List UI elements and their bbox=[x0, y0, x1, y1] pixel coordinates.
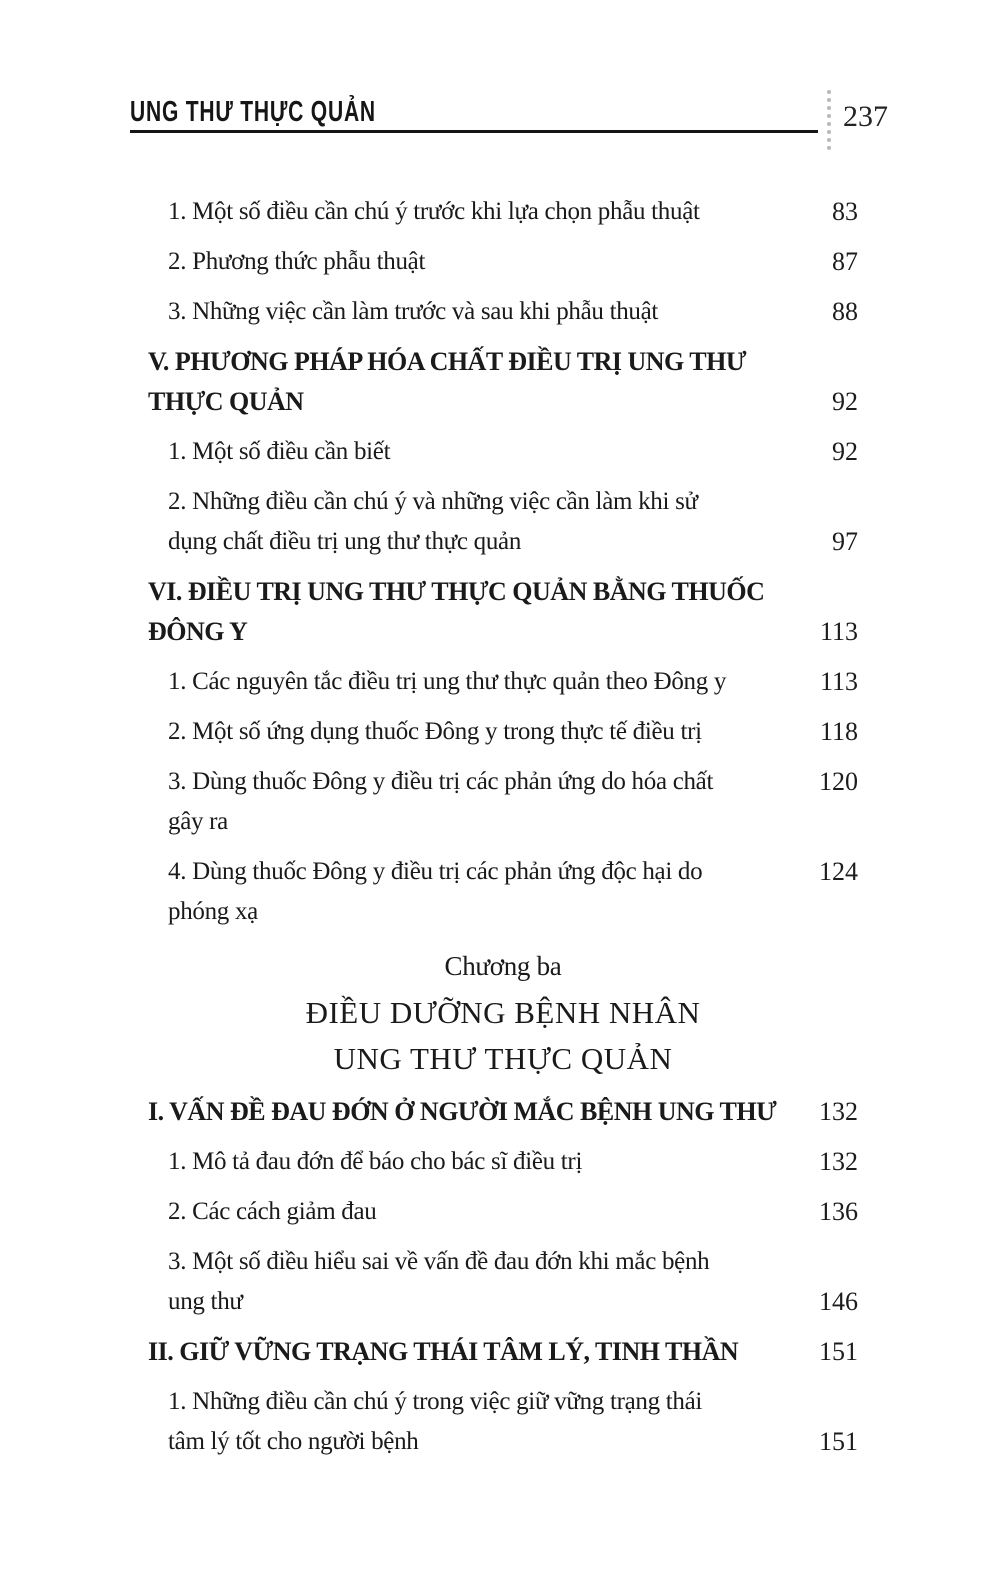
toc-line: I. VẤN ĐỀ ĐAU ĐỚN Ở NGƯỜI MẮC BỆNH UNG THƯ bbox=[148, 1097, 777, 1126]
toc-line: ĐÔNG Y bbox=[148, 617, 248, 646]
toc-line: 1. Một số điều cần chú ý trước khi lựa chọn phẫu thuật bbox=[168, 198, 700, 225]
toc-section-entry bbox=[148, 1332, 858, 1372]
toc-page-number: 113 bbox=[819, 617, 858, 646]
toc-line: 3. Những việc cần làm trước và sau khi phẫu thuật bbox=[168, 298, 659, 325]
running-header-title: UNG THƯ THỰC QUẢN bbox=[130, 96, 376, 128]
toc-line: 2. Phương thức phẫu thuật bbox=[168, 248, 426, 275]
toc-entry-text bbox=[168, 242, 813, 282]
toc-entry-text bbox=[168, 192, 813, 232]
toc-entry-text bbox=[168, 852, 813, 932]
toc-item-entry bbox=[148, 1192, 858, 1232]
toc-line: 1. Những điều cần chú ý trong việc giữ vững trạng thái bbox=[168, 1388, 703, 1415]
toc-item-entry bbox=[148, 242, 858, 282]
dotted-divider bbox=[827, 90, 831, 150]
toc-entry-text bbox=[168, 432, 813, 472]
toc-line: 2. Một số ứng dụng thuốc Đông y trong thực tế điều trị bbox=[168, 718, 702, 745]
toc-line: ung thư bbox=[168, 1288, 243, 1315]
toc-line: Chương ba bbox=[444, 951, 562, 981]
toc-page-number: 92 bbox=[832, 437, 858, 466]
toc-entry-text bbox=[168, 1382, 813, 1462]
toc-entry-text bbox=[148, 942, 858, 990]
toc-page-number: 83 bbox=[832, 197, 858, 226]
toc-page-number: 132 bbox=[819, 1097, 858, 1126]
toc-line: tâm lý tốt cho người bệnh bbox=[168, 1428, 419, 1455]
toc-line: 1. Mô tả đau đớn để báo cho bác sĩ điều trị bbox=[168, 1148, 583, 1175]
toc-entry-text bbox=[148, 572, 793, 652]
toc-line: 2. Những điều cần chú ý và những việc cần làm khi sử bbox=[168, 488, 698, 515]
toc-page-number: 151 bbox=[819, 1427, 858, 1456]
toc-item-entry bbox=[148, 762, 858, 842]
toc-page-number: 92 bbox=[832, 387, 858, 416]
toc-page-number: 88 bbox=[832, 297, 858, 326]
toc-page-number: 118 bbox=[819, 717, 858, 746]
toc-item-entry bbox=[148, 712, 858, 752]
toc-line: phóng xạ bbox=[168, 898, 258, 925]
toc-entry-text bbox=[168, 292, 813, 332]
toc-entry-text bbox=[168, 1242, 813, 1322]
toc-item-entry bbox=[148, 1242, 858, 1322]
toc-entry-text bbox=[168, 1192, 813, 1232]
toc-line: UNG THƯ THỰC QUẢN bbox=[333, 1041, 673, 1076]
toc-line: 4. Dùng thuốc Đông y điều trị các phản ứng độc hại do bbox=[168, 858, 703, 885]
toc-line: 1. Các nguyên tắc điều trị ung thư thực quản theo Đông y bbox=[168, 668, 727, 695]
toc-section-entry bbox=[148, 1092, 858, 1132]
toc-line: V. PHƯƠNG PHÁP HÓA CHẤT ĐIỀU TRỊ UNG THƯ bbox=[148, 347, 747, 376]
toc-item-entry bbox=[148, 292, 858, 332]
toc-line: 1. Một số điều cần biết bbox=[168, 438, 391, 465]
toc-line: dụng chất điều trị ung thư thực quản bbox=[168, 528, 522, 555]
toc-entry-text bbox=[168, 482, 813, 562]
toc-entry-text bbox=[148, 1332, 793, 1372]
toc-entry-text bbox=[148, 342, 793, 422]
toc-entry-text bbox=[148, 1092, 793, 1132]
toc bbox=[148, 192, 858, 1472]
toc-section-entry bbox=[148, 572, 858, 652]
toc-entry-text bbox=[168, 662, 813, 702]
folio-page-number: 237 bbox=[843, 100, 888, 133]
toc-line: VI. ĐIỀU TRỊ UNG THƯ THỰC QUẢN BẰNG THUỐC bbox=[148, 577, 765, 606]
toc-page-number: 87 bbox=[832, 247, 858, 276]
header-rule bbox=[130, 130, 818, 133]
toc-item-entry bbox=[148, 482, 858, 562]
toc-page-number: 132 bbox=[819, 1147, 858, 1176]
chapter-label bbox=[148, 942, 858, 990]
toc-item-entry bbox=[148, 1382, 858, 1462]
toc-line: II. GIỮ VỮNG TRẠNG THÁI TÂM LÝ, TINH THẦN bbox=[148, 1337, 739, 1366]
toc-line: gây ra bbox=[168, 808, 228, 835]
toc-page-number: 151 bbox=[819, 1337, 858, 1366]
toc-line: 2. Các cách giảm đau bbox=[168, 1198, 377, 1225]
toc-item-entry bbox=[148, 192, 858, 232]
toc-page-number: 97 bbox=[832, 527, 858, 556]
toc-page-number: 124 bbox=[819, 857, 858, 886]
chapter-title bbox=[148, 990, 858, 1082]
toc-item-entry bbox=[148, 662, 858, 702]
toc-page-number: 146 bbox=[819, 1287, 858, 1316]
toc-line: 3. Một số điều hiểu sai về vấn đề đau đớn khi mắc bệnh bbox=[168, 1248, 710, 1275]
toc-entry-text bbox=[148, 990, 858, 1082]
toc-page-number: 136 bbox=[819, 1197, 858, 1226]
toc-line: 3. Dùng thuốc Đông y điều trị các phản ứng do hóa chất bbox=[168, 768, 714, 795]
toc-page-number: 120 bbox=[819, 767, 858, 796]
toc-item-entry bbox=[148, 1142, 858, 1182]
toc-item-entry bbox=[148, 852, 858, 932]
toc-page-number: 113 bbox=[819, 667, 858, 696]
toc-line: ĐIỀU DƯỠNG BỆNH NHÂN bbox=[305, 995, 701, 1030]
toc-entry-text bbox=[168, 712, 813, 752]
toc-entry-text bbox=[168, 1142, 813, 1182]
toc-line: THỰC QUẢN bbox=[148, 387, 304, 416]
toc-section-entry bbox=[148, 342, 858, 422]
toc-item-entry bbox=[148, 432, 858, 472]
toc-entry-text bbox=[168, 762, 813, 842]
